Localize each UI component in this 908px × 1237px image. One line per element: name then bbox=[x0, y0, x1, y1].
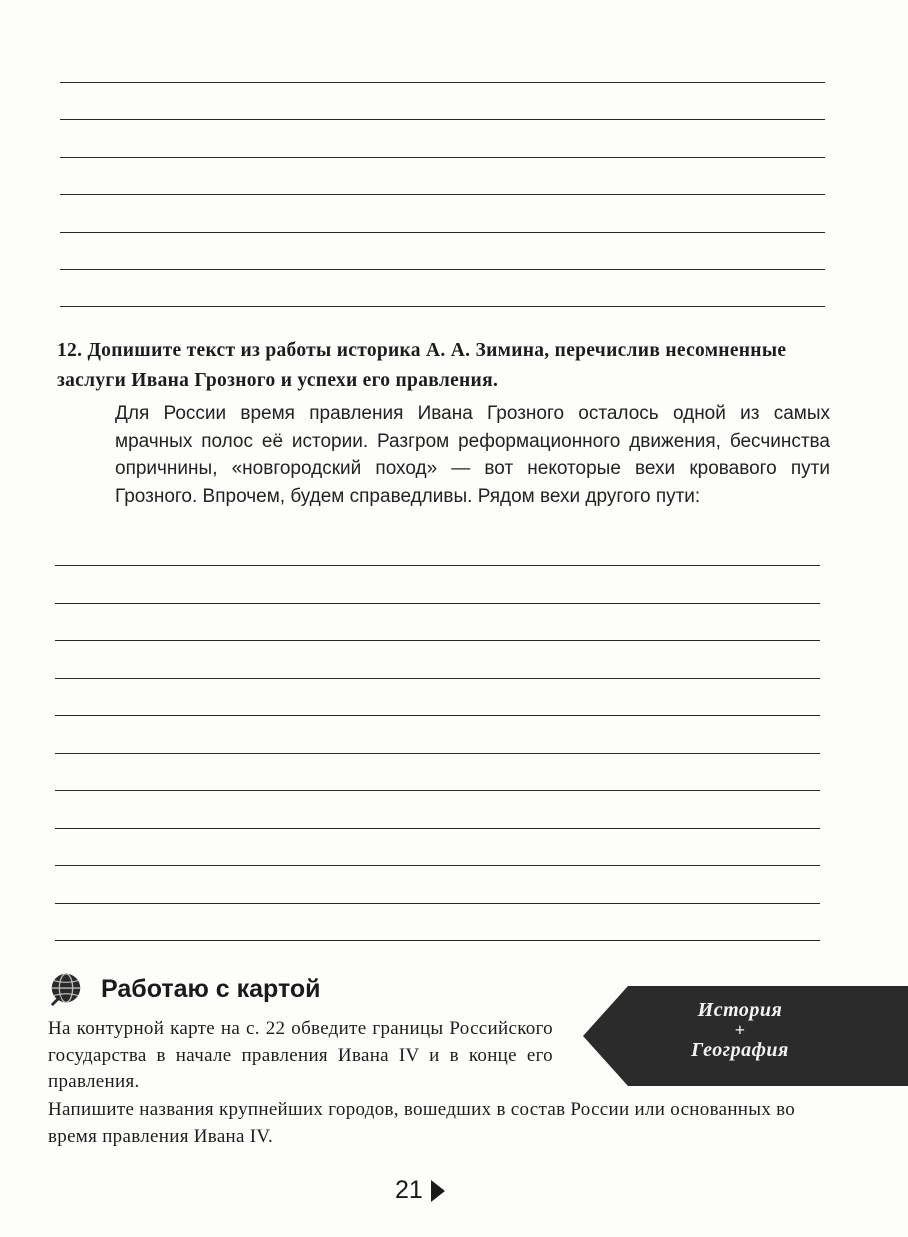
writing-line[interactable] bbox=[55, 715, 820, 716]
task-number: 12. bbox=[57, 340, 83, 361]
page-arrow-icon bbox=[431, 1180, 445, 1202]
task-12 bbox=[57, 336, 827, 396]
writing-line[interactable] bbox=[55, 603, 820, 604]
writing-line[interactable] bbox=[60, 232, 825, 233]
page-number bbox=[395, 1176, 445, 1205]
task-text: Допишите текст из работы историка А. А. Зимина, перечислив несомненные заслуги Ивана Грозного и успехи его правления. bbox=[57, 340, 787, 391]
quote-text: Для России время правления Ивана Грозного осталось одной из самых мрачных полос её истории. Разгром реформационного движения, бесчинства опричнины, «новгородский поход» — вот некоторые вехи кровавого пути Грозного. Впрочем, будем справедливы. Рядом вехи другого пути: bbox=[115, 403, 830, 507]
globe-icon bbox=[47, 970, 85, 1008]
writing-line[interactable] bbox=[60, 194, 825, 195]
writing-line[interactable] bbox=[60, 82, 825, 83]
subject-banner-text bbox=[640, 998, 840, 1062]
banner-line-1: История bbox=[697, 999, 783, 1021]
writing-line[interactable] bbox=[60, 119, 825, 120]
writing-line[interactable] bbox=[55, 790, 820, 791]
section-header bbox=[47, 965, 321, 1013]
map-task-paragraph-2: Напишите названия крупнейших городов, вошедших в состав России или основанных во время правления Ивана IV. bbox=[48, 1099, 796, 1147]
writing-line[interactable] bbox=[60, 269, 825, 270]
writing-line[interactable] bbox=[55, 753, 820, 754]
writing-line[interactable] bbox=[60, 157, 825, 158]
page-number-text: 21 bbox=[395, 1176, 423, 1204]
writing-line[interactable] bbox=[55, 940, 820, 941]
banner-plus: + bbox=[734, 1020, 746, 1040]
section-title: Работаю с картой bbox=[101, 974, 321, 1003]
banner-line-2: География bbox=[691, 1039, 789, 1061]
map-task-paragraph-1: На контурной карте на с. 22 обведите границы Российского государства в начале правления Ивана IV и в конце его правления. bbox=[48, 1018, 553, 1092]
writing-line[interactable] bbox=[55, 640, 820, 641]
writing-line[interactable] bbox=[55, 828, 820, 829]
writing-line[interactable] bbox=[60, 306, 825, 307]
writing-line[interactable] bbox=[55, 903, 820, 904]
writing-line[interactable] bbox=[55, 678, 820, 679]
writing-line[interactable] bbox=[55, 565, 820, 566]
writing-line[interactable] bbox=[55, 865, 820, 866]
